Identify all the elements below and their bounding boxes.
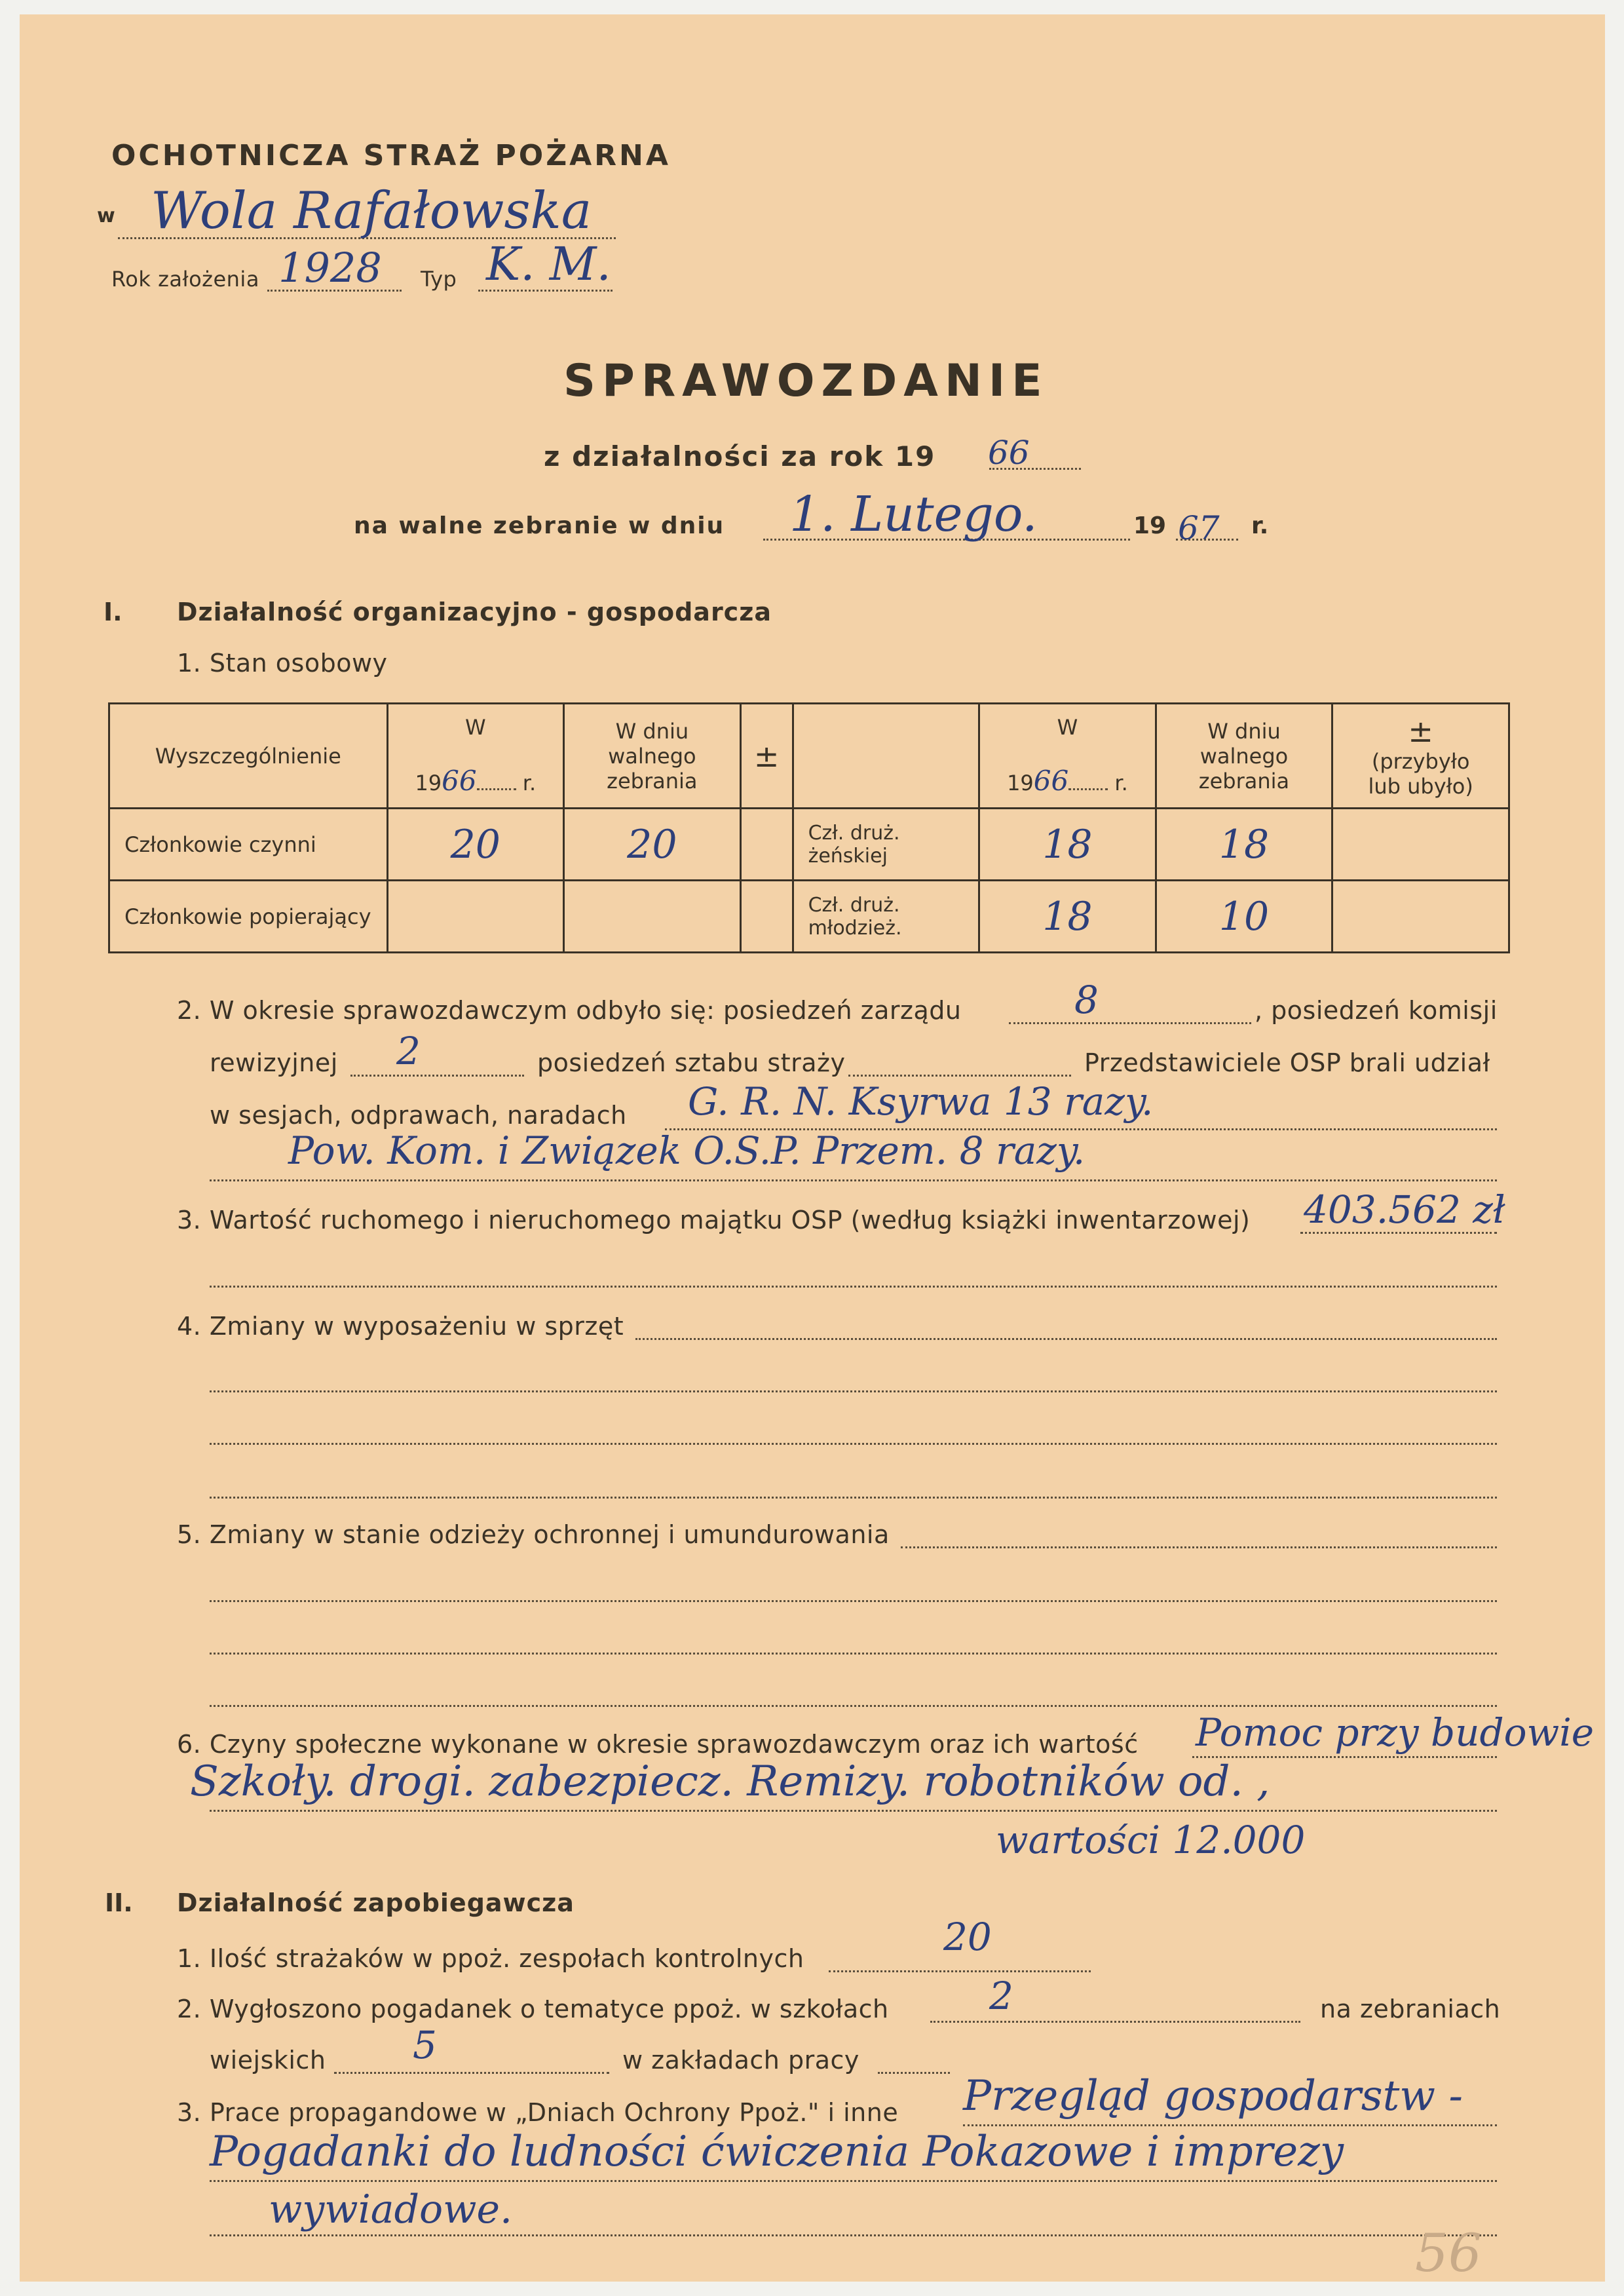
item-2-sessions-1: G. R. N. Ksyrwa 13 razy. [688, 1079, 1154, 1124]
item-3-label: 3. Wartość ruchomego i nieruchomego majątku OSP (według książki inwentarzowej) [177, 1206, 1251, 1234]
item-2-line-1b: , posiedzeń komisji [1255, 996, 1498, 1025]
section-ii-number: II. [105, 1888, 133, 1917]
sec2-item-2-schools: 2 [989, 1974, 1013, 2018]
item-6-line-1: Pomoc przy budowie [1196, 1710, 1595, 1755]
staff-table [108, 702, 1510, 953]
founded-value: 1928 [278, 244, 382, 292]
meeting-date-value: 1. Lutego. [789, 486, 1038, 543]
table-row: Członkowie popierający Czł. druż. młodzież. 18 10 [109, 881, 1509, 953]
meeting-year-suffix: r. [1251, 512, 1269, 539]
founded-label: Rok założenia [111, 267, 259, 292]
location-value: Wola Rafałowska [151, 182, 592, 240]
meeting-year-prefix: 19 [1133, 512, 1167, 539]
item-2-audit-value: 2 [396, 1029, 421, 1073]
sec2-item-2-label: 2. Wygłoszono pogadanek o tematyce ppoż. w szkołach [177, 1995, 889, 2023]
item-2-sessions-label: w sesjach, odprawach, naradach [210, 1101, 627, 1130]
sec2-item-3-label: 3. Prace propagandowe w „Dniach Ochrony Ppoż." i inne [177, 2098, 899, 2127]
report-year-label: z działalności za rok 19 [544, 440, 936, 472]
sec2-item-3-line-3: wywiadowe. [269, 2187, 513, 2232]
col-header-plus-minus: ± [740, 704, 793, 809]
sec2-item-1-label: 1. Ilość strażaków w ppoż. zespołach kontrolnych [177, 1944, 804, 1973]
meeting-date-label: na walne zebranie w dniu [354, 512, 725, 539]
table-row: Członkowie czynni 20 20 Czł. druż. żeńskiej 18 18 [109, 809, 1509, 881]
col-header-change: ± (przybyło lub ubyło) [1332, 704, 1509, 809]
item-6-label: 6. Czyny społeczne wykonane w okresie sprawozdawczym oraz ich wartość [177, 1730, 1139, 1759]
item-2-staff-label: posiedzeń sztabu straży [537, 1048, 846, 1077]
col-header-blank [793, 704, 979, 809]
report-year-value: 66 [988, 434, 1030, 472]
organization-title: OCHOTNICZA STRAŻ POŻARNA [111, 139, 671, 172]
item-4-label: 4. Zmiany w wyposażeniu w sprzęt [177, 1312, 624, 1341]
col-header-description: Wyszczególnienie [109, 704, 388, 809]
sec2-village-label: wiejskich [210, 2046, 326, 2075]
col-header-year: W 1966 r. [387, 704, 563, 809]
section-i-heading: Działalność organizacyjno - gospodarcza [177, 598, 772, 626]
staff-heading: 1. Stan osobowy [177, 649, 388, 678]
section-i-number: I. [104, 598, 123, 626]
document-page [20, 14, 1605, 2282]
meeting-year-value: 67 [1178, 509, 1220, 547]
item-6-line-2: Szkoły. drogi. zabezpiecz. Remizy. robotników od. , [190, 1757, 1270, 1806]
col-header-meeting-day: W dniu walnego zebrania [564, 704, 741, 809]
item-2-board-meetings: 8 [1074, 978, 1099, 1022]
section-ii-heading: Działalność zapobiegawcza [177, 1888, 575, 1917]
page-number-stamp: 56 [1415, 2223, 1482, 2282]
item-2-sessions-2: Pow. Kom. i Związek O.S.P. Przem. 8 razy. [288, 1128, 1086, 1173]
item-5-label: 5. Zmiany w stanie odzieży ochronnej i umundurowania [177, 1520, 890, 1549]
col-header-meeting-day-2: W dniu walnego zebrania [1156, 704, 1332, 809]
sec2-workplace-label: w zakładach pracy [622, 2046, 859, 2075]
sec2-item-3-line-2: Pogadanki do ludności ćwiczenia Pokazowe i imprezy [210, 2128, 1344, 2176]
report-title: SPRAWOZDANIE [563, 355, 1049, 407]
item-2-audit-label: rewizyjnej [210, 1048, 338, 1077]
item-3-value: 403.562 zł [1304, 1187, 1505, 1232]
item-2-osp-label: Przedstawiciele OSP brali udział [1084, 1048, 1490, 1077]
sec2-village-value: 5 [413, 2023, 437, 2067]
item-2-line-1a: 2. W okresie sprawozdawczym odbyło się: posiedzeń zarządu [177, 996, 962, 1025]
col-header-year-2: W 1966 r. [979, 704, 1156, 809]
type-label: Typ [421, 267, 457, 292]
sec2-item-2-meetings-label: na zebraniach [1320, 1995, 1501, 2023]
location-prefix: w [97, 204, 116, 227]
sec2-item-3-line-1: Przegląd gospodarstw - [963, 2072, 1463, 2120]
type-value: K. M. [486, 237, 611, 291]
item-6-line-3: wartości 12.000 [996, 1818, 1306, 1862]
sec2-item-1-value: 20 [943, 1915, 992, 1959]
